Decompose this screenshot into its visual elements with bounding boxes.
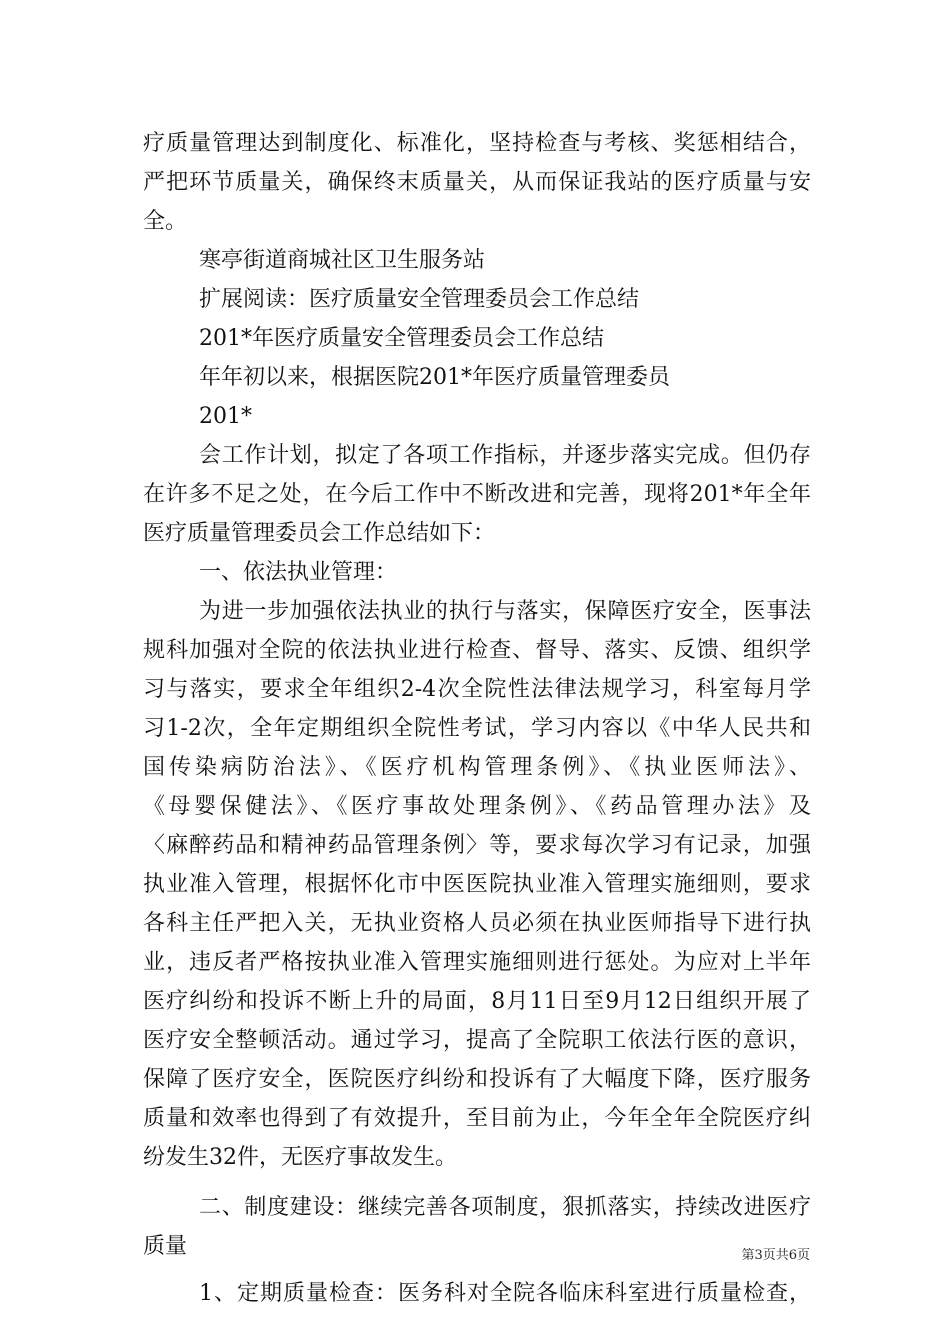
- text-line: 医疗安全整顿活动。通过学习，提高了全院职工依法行医的意识，: [143, 1028, 811, 1053]
- page-number: 第3页共6页: [741, 1248, 810, 1263]
- text-line: 《母婴保健法》、《医疗事故处理条例》、《药品管理办法》及: [143, 794, 811, 819]
- text-line: 全。: [143, 209, 188, 234]
- section-heading: 一、依法执业管理：: [199, 560, 398, 585]
- text-line: 1、定期质量检查：医务科对全院各临床科室进行质量检查，: [199, 1281, 811, 1306]
- text-line: 医疗质量管理委员会工作总结如下：: [143, 521, 496, 546]
- text-line: 疗质量管理达到制度化、标准化，坚持检查与考核、奖惩相结合，: [143, 131, 811, 156]
- document-body: [143, 124, 811, 1313]
- text-line: 各科主任严把入关，无执业资格人员必须在执业医师指导下进行执: [143, 911, 811, 936]
- organization-name: 寒亭街道商城社区卫生服务站: [199, 248, 486, 273]
- text-line: 医疗纠纷和投诉不断上升的局面，8月11日至9月12日组织开展了: [143, 989, 811, 1014]
- section-heading: 二、制度建设：继续完善各项制度，狠抓落实，持续改进医疗: [199, 1195, 811, 1220]
- text-line: 201*: [199, 404, 252, 429]
- text-line: 会工作计划，拟定了各项工作指标，并逐步落实完成。但仍存: [199, 443, 811, 468]
- text-line: 习1-2次，全年定期组织全院性考试，学习内容以《中华人民共和: [143, 716, 811, 741]
- text-line: 严把环节质量关，确保终末质量关，从而保证我站的医疗质量与安: [143, 170, 811, 195]
- text-line: 质量: [143, 1234, 188, 1259]
- text-line: 在许多不足之处，在今后工作中不断改进和完善，现将201*年全年: [143, 482, 811, 507]
- text-line: 习与落实，要求全年组织2-4次全院性法律法规学习，科室每月学: [143, 677, 811, 702]
- text-line: 质量和效率也得到了有效提升，至目前为止，今年全年全院医疗纠: [143, 1106, 811, 1131]
- extended-reading-heading: 扩展阅读：医疗质量安全管理委员会工作总结: [199, 287, 640, 312]
- text-line: 为进一步加强依法执业的执行与落实，保障医疗安全，医事法: [199, 599, 811, 624]
- text-line: 规科加强对全院的依法执业进行检查、督导、落实、反馈、组织学: [143, 638, 811, 663]
- text-line: 纷发生32件，无医疗事故发生。: [143, 1145, 457, 1170]
- text-line: 〈麻醉药品和精神药品管理条例〉等，要求每次学习有记录，加强: [143, 833, 811, 858]
- text-line: 国传染病防治法》、《医疗机构管理条例》、《执业医师法》、: [143, 755, 811, 780]
- text-line: 保障了医疗安全，医院医疗纠纷和投诉有了大幅度下降，医疗服务: [143, 1067, 811, 1092]
- text-line: 年年初以来，根据医院201*年医疗质量管理委员: [199, 365, 670, 390]
- text-line: 业，违反者严格按执业准入管理实施细则进行惩处。为应对上半年: [143, 950, 811, 975]
- report-title: 201*年医疗质量安全管理委员会工作总结: [199, 326, 604, 351]
- text-line: 执业准入管理，根据怀化市中医医院执业准入管理实施细则，要求: [143, 872, 811, 897]
